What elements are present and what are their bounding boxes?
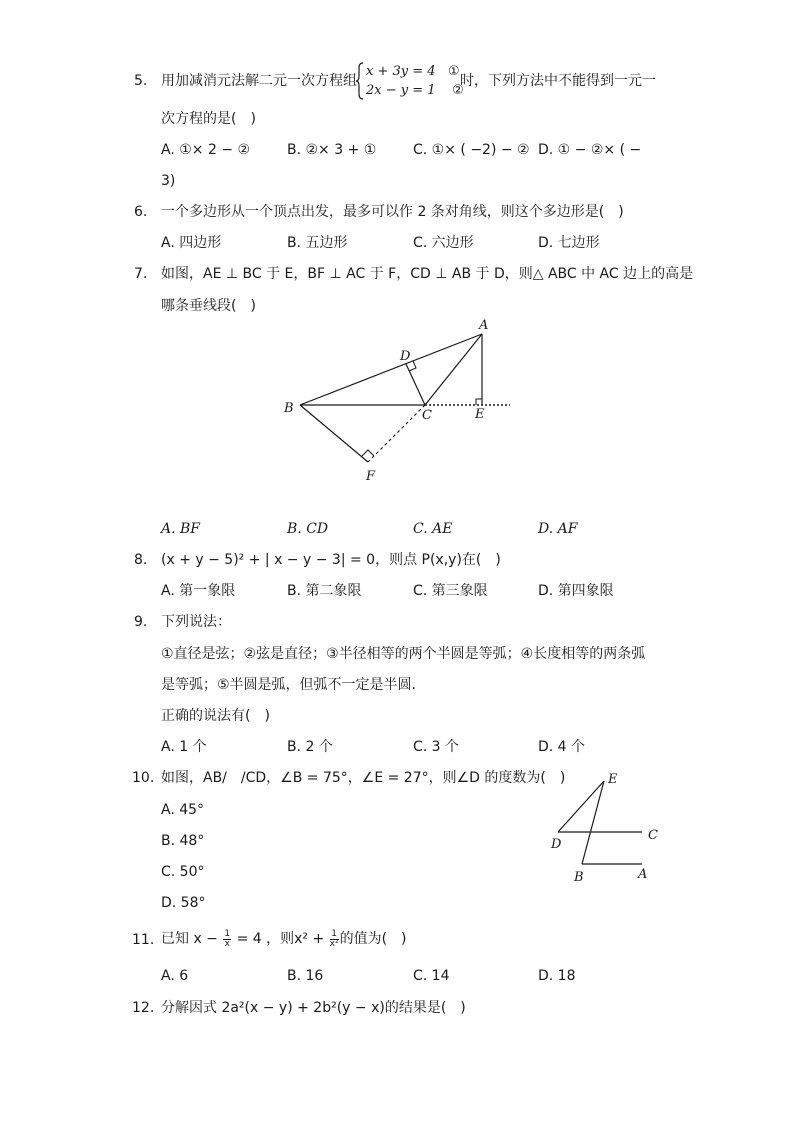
segment-ab: [300, 334, 482, 405]
label-e: E: [608, 772, 618, 787]
q7-triangle-figure: [270, 312, 530, 492]
q5-text-b: 时，下列方法中不能得到一元一: [460, 73, 656, 89]
q5-option-d-wrap: 3): [161, 173, 176, 189]
q5-eq1: x + 3y = 4: [366, 64, 436, 79]
q10-option-a: A. 45°: [161, 802, 205, 818]
segment-bf: [300, 405, 368, 462]
q6-stem: 一个多边形从一个顶点出发，最多可以作 2 条对角线，则这个多边形是( ): [161, 204, 624, 220]
frac1-numerator: 1: [224, 928, 231, 939]
q9-stem-a: 下列说法：: [161, 614, 231, 630]
right-angle-e: [476, 399, 482, 405]
q10-parallel-figure: [540, 766, 670, 886]
q10-option-b: B. 48°: [161, 833, 205, 849]
q7-option-c: C. AE: [413, 521, 453, 537]
q6-option-b: B. 五边形: [287, 235, 348, 251]
q5-eq2: 2x − y = 1: [366, 83, 436, 98]
q9-option-d: D. 4 个: [538, 739, 586, 755]
q11-option-d: D. 18: [538, 968, 576, 984]
q6-option-c: C. 六边形: [413, 235, 474, 251]
q11-option-b: B. 16: [287, 968, 324, 984]
q12-stem: 分解因式 2a²(x − y) + 2b²(y − x)的结果是( ): [161, 1000, 466, 1016]
label-f: F: [366, 469, 376, 484]
label-c: C: [422, 408, 432, 423]
left-brace: [356, 62, 364, 100]
q9-number: 9.: [134, 614, 148, 630]
q7-number: 7.: [134, 266, 148, 282]
label-d: D: [551, 837, 562, 852]
q11-text-a: 已知 x −: [161, 931, 218, 947]
q10-number: 10.: [132, 770, 155, 786]
q8-option-a: A. 第一象限: [161, 583, 236, 599]
right-angle-f: [362, 450, 374, 456]
q7-stem-a: 如图，AE ⊥ BC 于 E，BF ⊥ AC 于 F，CD ⊥ AB 于 D，则△ ABC 中 AC 边上的高是: [161, 266, 694, 282]
label-d: D: [400, 349, 411, 364]
q5-eq2-mark: ②: [452, 83, 464, 98]
segment-cd: [406, 364, 425, 405]
q5-option-d: D. ① − ②× ( −: [538, 142, 642, 158]
q10-stem: 如图，AB/ /CD，∠B = 75°，∠E = 27°，则∠D 的度数为( ): [161, 770, 566, 786]
q11-option-a: A. 6: [161, 968, 189, 984]
q11-number: 11.: [132, 932, 155, 948]
q5-stem: [161, 72, 357, 90]
q8-stem: (x + y − 5)² + | x − y − 3| = 0，则点 P(x,y)在( ): [161, 552, 501, 568]
q10-option-c: C. 50°: [161, 864, 205, 880]
q11-text-c: 的值为( ): [339, 931, 407, 947]
extension-ac: [368, 405, 425, 462]
q5-number: 5.: [134, 73, 148, 89]
q7-option-a: A. BF: [161, 521, 201, 537]
q8-number: 8.: [134, 552, 148, 568]
q10-option-d: D. 58°: [161, 895, 206, 911]
label-a: A: [479, 318, 489, 333]
frac2-denominator: x²: [329, 938, 339, 949]
q8-option-d: D. 第四象限: [538, 583, 614, 599]
q5-option-c: C. ①× ( −2) − ②: [413, 142, 530, 158]
q11-fraction-2: [330, 930, 339, 949]
q9-stem-d: 正确的说法有( ): [161, 708, 270, 724]
q6-number: 6.: [134, 204, 148, 220]
q9-option-c: C. 3 个: [413, 739, 460, 755]
q11-option-c: C. 14: [413, 968, 450, 984]
q12-number: 12.: [132, 1000, 155, 1016]
q11-text-b: = 4 ，则x² +: [236, 931, 325, 947]
q6-option-d: D. 七边形: [538, 235, 600, 251]
q5-equation-system: [356, 62, 464, 100]
q11-fraction-1: [223, 930, 231, 949]
q8-option-c: C. 第三象限: [413, 583, 488, 599]
label-b: B: [574, 870, 584, 885]
q7-option-b: B. CD: [287, 521, 329, 537]
q6-option-a: A. 四边形: [161, 235, 222, 251]
q5-text-a: 用加减消元法解二元一次方程组: [161, 73, 357, 89]
frac2-numerator: 1: [331, 928, 337, 939]
label-c: C: [648, 828, 658, 843]
q9-option-a: A. 1 个: [161, 739, 207, 755]
q5-eq1-mark: ①: [447, 64, 460, 79]
q7-option-d: D. AF: [538, 521, 578, 537]
q7-stem-b: 哪条垂线段( ): [161, 298, 256, 314]
label-b: B: [284, 401, 294, 416]
q9-stem-c: 是等弧；⑤半圆是弧，但弧不一定是半圆.: [161, 677, 416, 693]
q11-stem: [161, 926, 407, 952]
q8-option-b: B. 第二象限: [287, 583, 362, 599]
label-a: A: [638, 867, 648, 882]
q5-text-c: 次方程的是( ): [161, 111, 256, 127]
q5-option-a: A. ①× 2 − ②: [161, 142, 251, 158]
q9-option-b: B. 2 个: [287, 739, 333, 755]
q9-stem-b: ①直径是弦；②弦是直径；③半径相等的两个半圆是等弧；④长度相等的两条弧: [161, 646, 646, 662]
q5-option-b: B. ②× 3 + ①: [287, 142, 377, 158]
label-e: E: [475, 407, 485, 422]
frac1-denominator: x: [224, 938, 230, 949]
